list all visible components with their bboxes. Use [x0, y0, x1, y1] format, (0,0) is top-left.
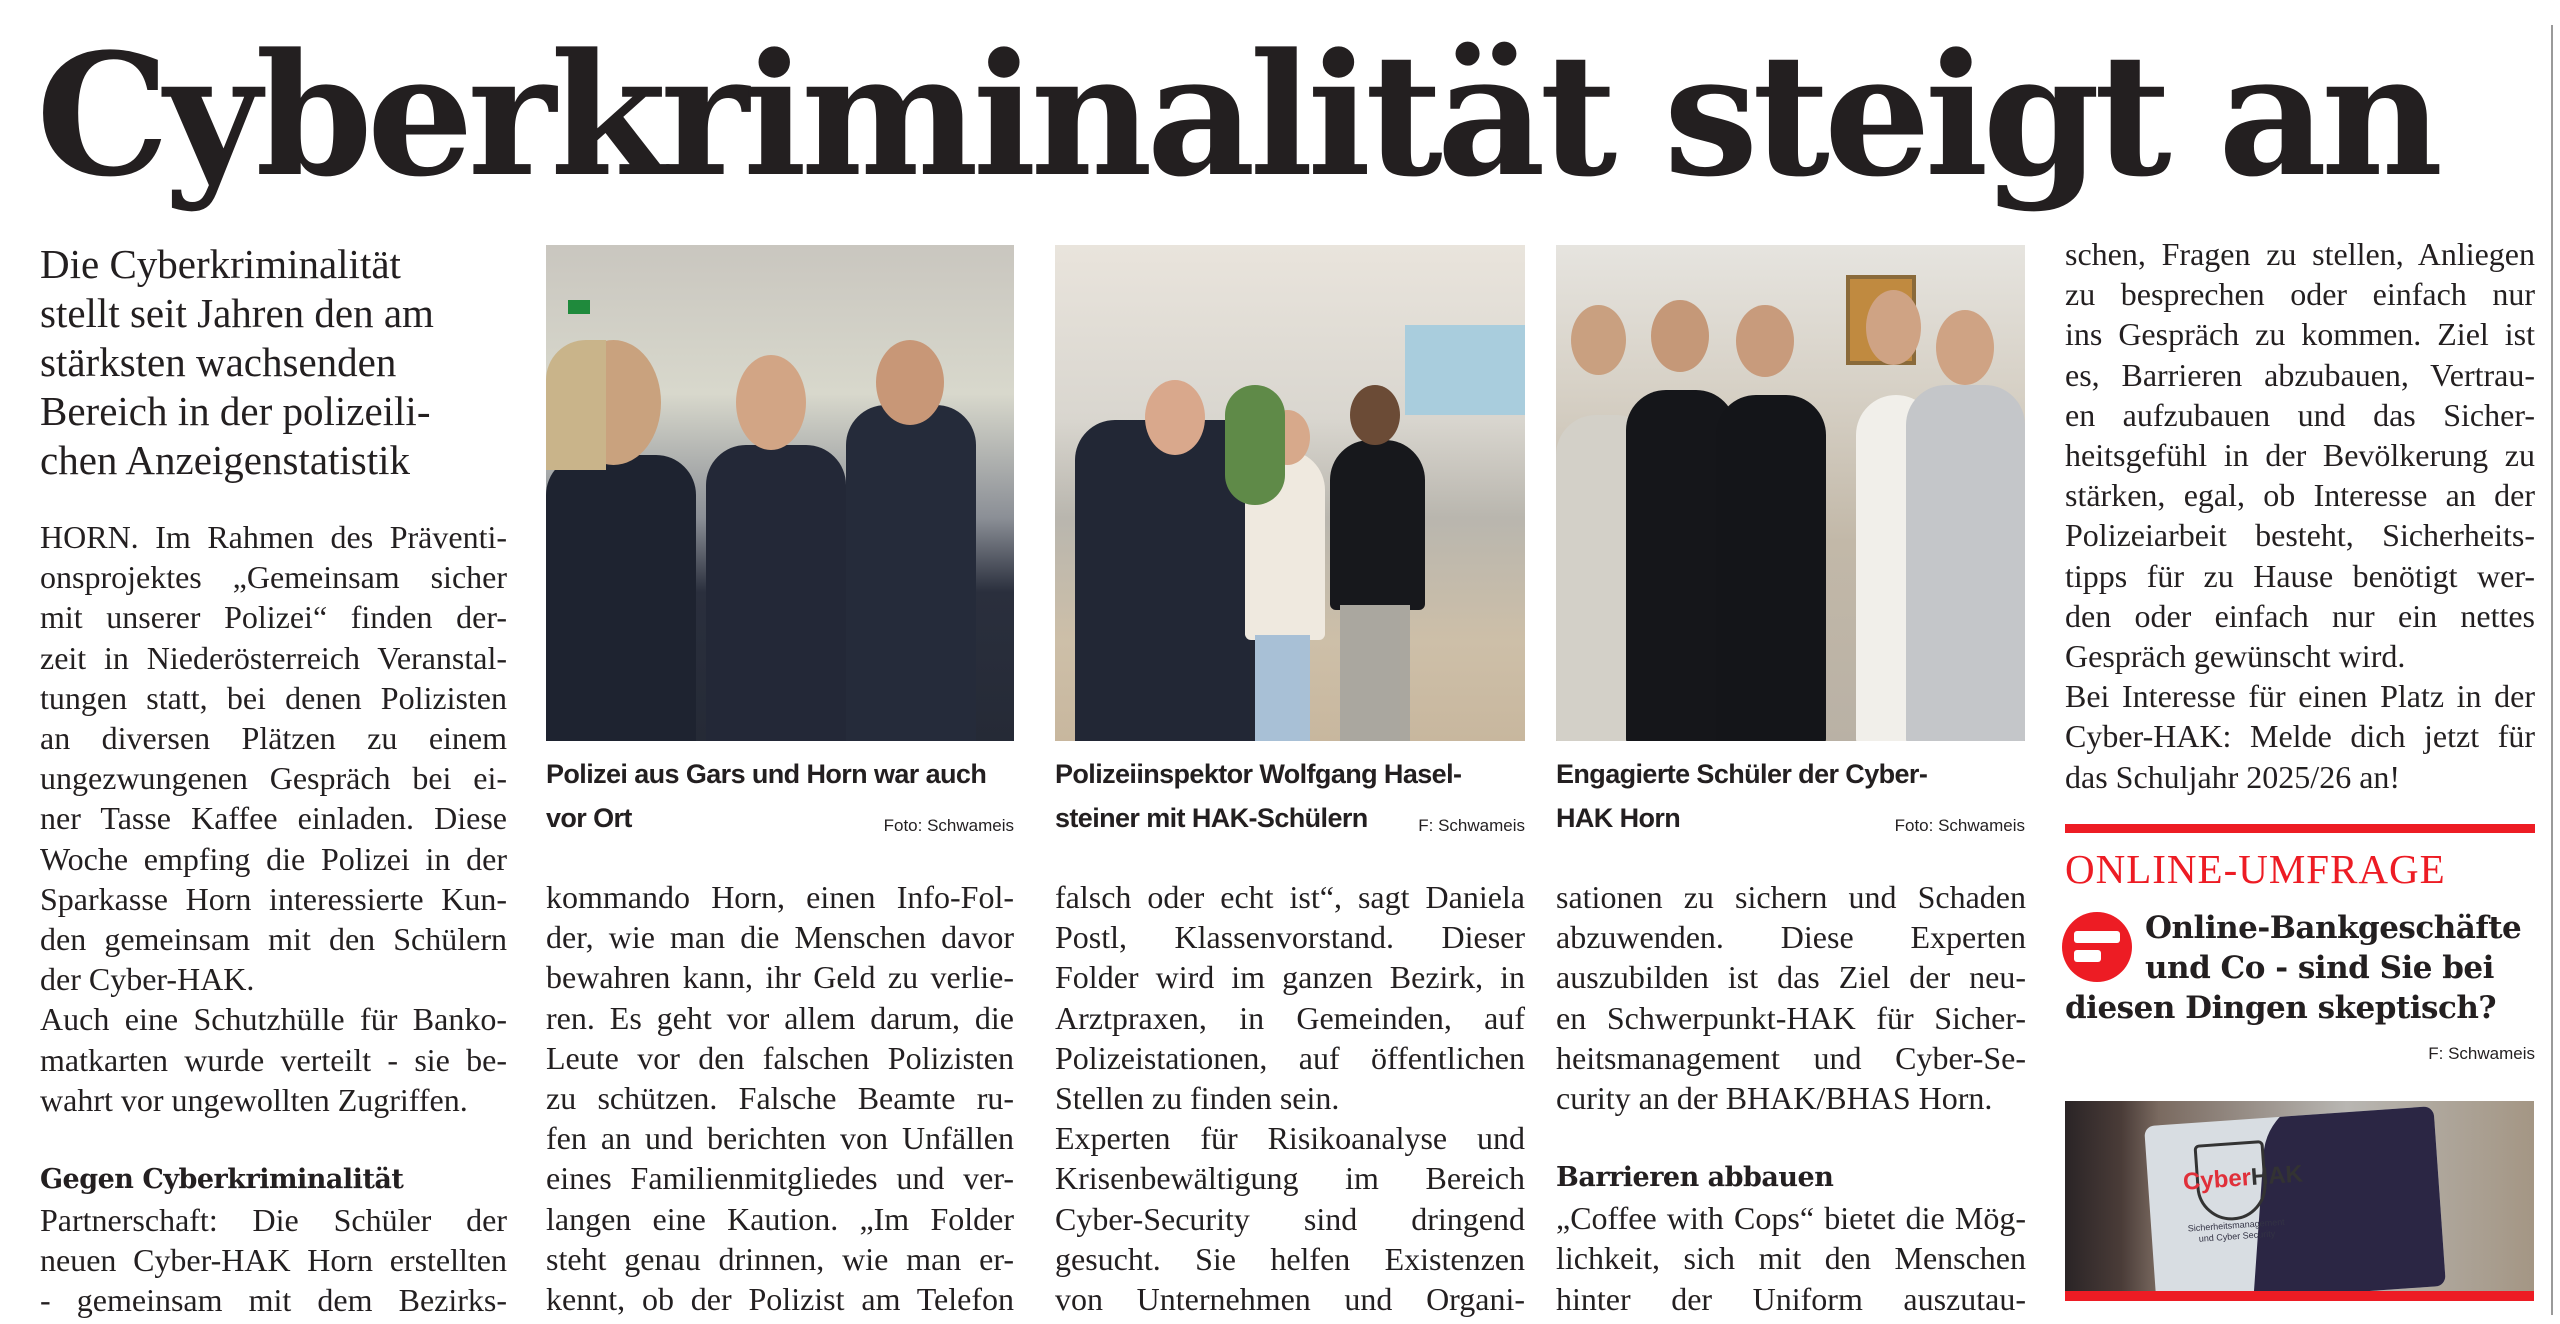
- body-line: gesucht. Sie helfen Existenzen: [1055, 1240, 1525, 1277]
- body-line: fen an und berichten von Unfällen: [546, 1120, 1014, 1157]
- article-column-5: [2065, 234, 2535, 797]
- body-line: Cyber-HAK: Melde dich jetzt für: [2065, 718, 2535, 755]
- card-subtitle: Sicherheitsmanagement und Cyber Security: [2187, 1216, 2285, 1244]
- poll-question-line: diesen Dingen skeptisch?: [2065, 990, 2497, 1026]
- body-line: Polizeistationen, auf öffentlichen: [1055, 1039, 1525, 1076]
- subheading: Gegen Cyberkriminalität: [40, 1164, 404, 1196]
- body-line: von Unternehmen und Organi-: [1055, 1281, 1525, 1318]
- poll-question-line: und Co - sind Sie bei: [2145, 950, 2494, 986]
- body-line: Leute vor den falschen Polizisten: [546, 1039, 1014, 1076]
- body-line: den gemeinsam mit den Schülern: [40, 921, 507, 958]
- body-line: den oder einfach nur ein nettes: [2065, 597, 2535, 634]
- photo-caption: [546, 752, 1014, 840]
- dek-line: Bereich in der polizeili-: [40, 388, 431, 434]
- photo-officer-with-students: [1055, 245, 1525, 741]
- dek-line: chen Anzeigenstatistik: [40, 437, 411, 483]
- poll-question-line: Online-Bankgeschäfte: [2145, 910, 2522, 946]
- dek-line: stärksten wachsenden: [40, 339, 397, 385]
- body-line: Folder wird im ganzen Bezirk, in: [1055, 959, 1525, 996]
- article-column-3: [1055, 877, 1525, 1319]
- body-line: abzuwenden. Diese Experten: [1556, 919, 2026, 956]
- caption-line: HAK Horn: [1556, 803, 1681, 833]
- body-line: tipps für zu Hause benötigt wer-: [2065, 557, 2535, 594]
- article-column-1: [40, 517, 507, 1321]
- body-line: neuen Cyber-HAK Horn erstellten: [40, 1242, 507, 1279]
- body-line: Woche empfing die Polizei in der: [40, 840, 507, 877]
- body-line: hinter der Uniform auszutau-: [1556, 1280, 2026, 1317]
- body-line: Postl, Klassenvorstand. Dieser: [1055, 919, 1525, 956]
- body-line: heitsmanagement und Cyber-Se-: [1556, 1039, 2026, 1076]
- body-line: matkarten wurde verteilt - sie be-: [40, 1041, 507, 1078]
- body-line: Gespräch gewünscht wird.: [2065, 638, 2406, 675]
- body-line: HORN. Im Rahmen des Präventi-: [40, 519, 507, 555]
- body-line: kommando Horn, einen Info-Fol-: [546, 879, 1014, 915]
- body-line: der, wie man die Menschen davor: [546, 919, 1014, 956]
- body-line: zu schützen. Falsche Beamte ru-: [546, 1080, 1014, 1117]
- body-line: der Cyber-HAK.: [40, 961, 255, 998]
- caption-line: Polizeiinspektor Wolfgang Hasel-: [1055, 759, 1462, 789]
- photo-cyber-hak-students: [1556, 245, 2025, 741]
- poll-divider: [2065, 824, 2535, 833]
- body-line: „Coffee with Cops“ bietet die Mög-: [1556, 1200, 2026, 1237]
- body-line: heitsgefühl in der Bevölkerung zu: [2065, 437, 2535, 474]
- body-line: schen, Fragen zu stellen, Anliegen: [2065, 236, 2535, 272]
- poll-question[interactable]: [2065, 908, 2535, 1028]
- article-column-4: [1556, 877, 2026, 1319]
- body-line: Krisenbewältigung im Bereich: [1055, 1160, 1525, 1197]
- body-line: Auch eine Schutzhülle für Banko-: [40, 1001, 507, 1038]
- caption-line: steiner mit HAK-Schülern: [1055, 803, 1368, 833]
- body-line: mit unserer Polizei“ finden der-: [40, 599, 507, 636]
- body-line: zu besprechen oder einfach nur: [2065, 276, 2535, 313]
- body-line: lichkeit, sich mit den Menschen: [1556, 1240, 2026, 1277]
- body-line: Partnerschaft: Die Schüler der: [40, 1202, 507, 1239]
- body-line: kennt, ob der Polizist am Telefon: [546, 1281, 1014, 1318]
- body-line: bewahren kann, ihr Geld zu verlie-: [546, 959, 1014, 996]
- poll-label: ONLINE-UMFRAGE: [2065, 846, 2446, 892]
- headline: Cyberkriminalität steigt an: [36, 16, 2438, 214]
- article-column-2: [546, 877, 1014, 1319]
- page-edge-rule: [2551, 25, 2553, 1315]
- body-line: steht genau drinnen, wie man er-: [546, 1240, 1014, 1277]
- body-line: eines Familienmitgliedes und ver-: [546, 1160, 1014, 1197]
- caption-line: Engagierte Schüler der Cyber-: [1556, 759, 1928, 789]
- body-line: an diversen Plätzen zu einem: [40, 720, 507, 757]
- body-line: en Schwerpunkt-HAK für Sicher-: [1556, 999, 2026, 1036]
- body-line: falsch oder echt ist“, sagt Daniela: [1055, 879, 1525, 915]
- body-line: das Schuljahr 2025/26 an!: [2065, 758, 2401, 795]
- cyber-hak-card: [2144, 1106, 2446, 1301]
- photo-credit: F: Schwameis: [1418, 816, 1525, 835]
- photo-police-officers: [546, 245, 1014, 741]
- body-line: sationen zu sichern und Schaden: [1556, 879, 2026, 915]
- cyber-hak-logo: CyberHAK: [2182, 1160, 2304, 1196]
- caption-line: vor Ort: [546, 803, 632, 833]
- dek: [40, 240, 520, 485]
- body-line: stärken, egal, ob Interesse an der: [2065, 477, 2535, 514]
- body-line: zeit in Niederösterreich Veranstal-: [40, 639, 507, 676]
- body-line: ungezwungenen Gespräch bei ei-: [40, 760, 507, 797]
- body-line: Arztpraxen, in Gemeinden, auf: [1055, 999, 1525, 1036]
- body-line: en aufzubauen und das Sicher-: [2065, 396, 2535, 433]
- body-line: ner Tasse Kaffee einladen. Diese: [40, 800, 507, 837]
- body-line: langen eine Kaution. „Im Folder: [546, 1200, 1014, 1237]
- body-line: es, Barrieren abzubauen, Vertrau-: [2065, 356, 2535, 393]
- body-line: ren. Es geht vor allem darum, die: [546, 999, 1014, 1036]
- body-line: curity an der BHAK/BHAS Horn.: [1556, 1080, 1993, 1117]
- dek-line: Die Cyberkriminalität: [40, 241, 401, 287]
- body-line: Sparkasse Horn interessierte Kun-: [40, 880, 507, 917]
- body-line: tungen statt, bei denen Polizisten: [40, 679, 507, 716]
- body-line: ins Gespräch zu kommen. Ziel ist: [2065, 316, 2535, 353]
- subheading: Barrieren abbauen: [1556, 1162, 1834, 1194]
- photo-caption: [1055, 752, 1525, 840]
- caption-line: Polizei aus Gars und Horn war auch: [546, 759, 987, 789]
- body-line: Polizeiarbeit besteht, Sicherheits-: [2065, 517, 2535, 554]
- photo-credit: Foto: Schwameis: [1894, 816, 2025, 835]
- dek-line: stellt seit Jahren den am: [40, 290, 434, 336]
- photo-caption: [1556, 752, 2025, 840]
- body-line: Cyber-Security sind dringend: [1055, 1200, 1525, 1237]
- body-line: - gemeinsam mit dem Bezirks-: [40, 1282, 507, 1319]
- poll-image-card: [2065, 1101, 2534, 1301]
- body-line: Bei Interesse für einen Platz in der: [2065, 678, 2535, 715]
- body-line: wahrt vor ungewollten Zugriffen.: [40, 1081, 468, 1118]
- body-line: Experten für Risikoanalyse und: [1055, 1120, 1525, 1157]
- body-line: Stellen zu finden sein.: [1055, 1080, 1340, 1117]
- photo-credit: F: Schwameis: [2428, 1044, 2535, 1063]
- body-line: auszubilden ist das Ziel der neu-: [1556, 959, 2026, 996]
- body-line: onsprojektes „Gemeinsam sicher: [40, 559, 507, 596]
- photo-credit: Foto: Schwameis: [883, 816, 1014, 835]
